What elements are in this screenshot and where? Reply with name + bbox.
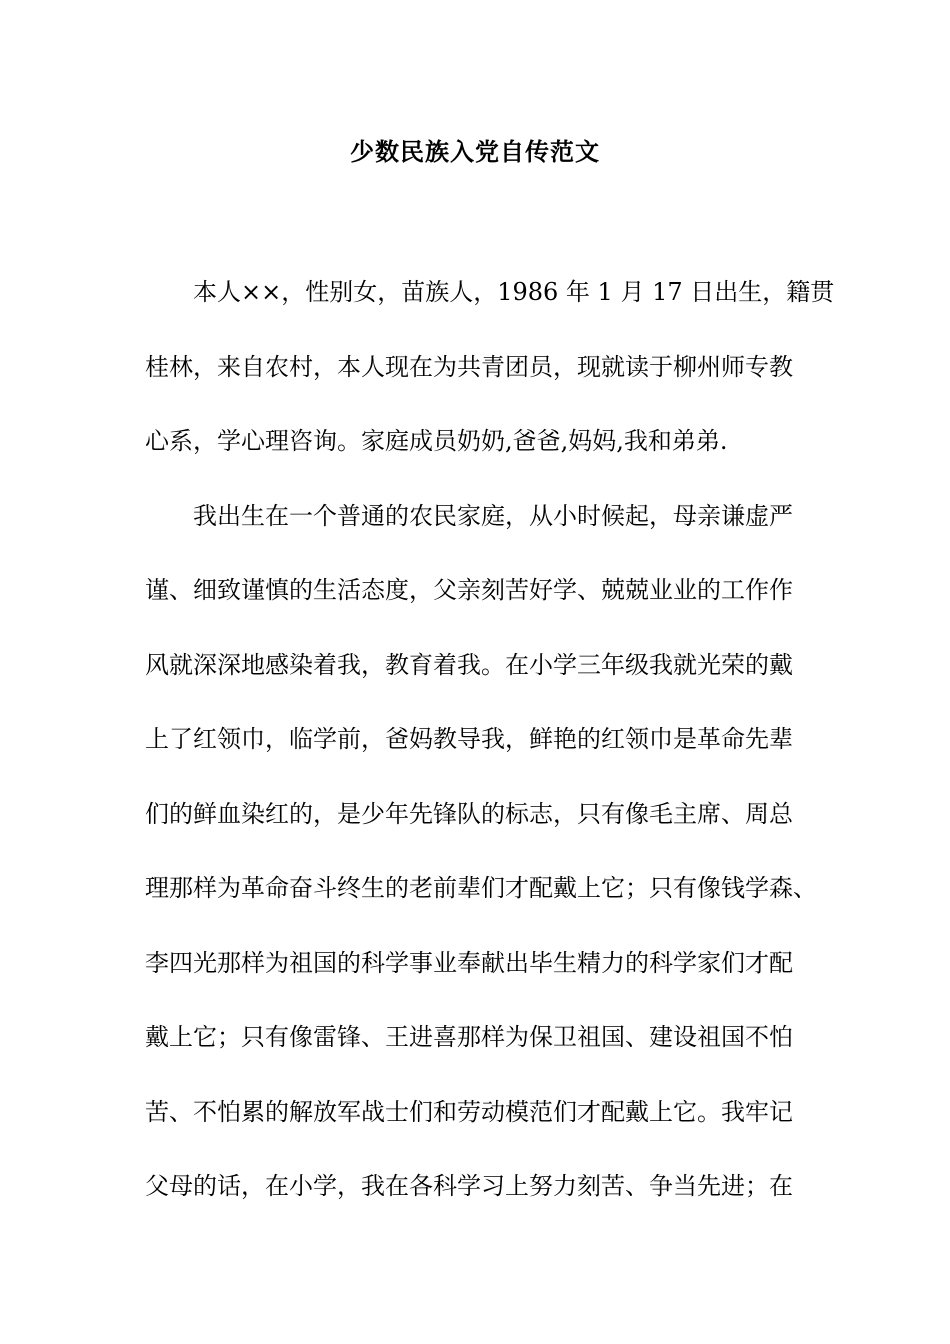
paragraph-line: 上了红领巾，临学前，爸妈教导我，鲜艳的红领巾是革命先辈 bbox=[145, 725, 793, 753]
document-title: 少数民族入党自传范文 bbox=[350, 137, 600, 166]
paragraph-line: 李四光那样为祖国的科学事业奉献出毕生精力的科学家们才配 bbox=[145, 948, 793, 977]
paragraph-line: 们的鲜血染红的，是少年先锋队的标志，只有像毛主席、周总 bbox=[145, 799, 793, 828]
paragraph-line: 桂林，来自农村，本人现在为共青团员，现就读于柳州师专教 bbox=[145, 352, 793, 381]
paragraph-line: 戴上它；只有像雷锋、王进喜那样为保卫祖国、建设祖国不怕 bbox=[145, 1023, 793, 1051]
paragraph-line: 心系，学心理咨询。家庭成员奶奶,爸爸,妈妈,我和弟弟. bbox=[145, 427, 728, 455]
paragraph-line: 我出生在一个普通的农民家庭，从小时候起，母亲谦虚严 bbox=[193, 501, 793, 530]
paragraph-line: 谨、细致谨慎的生活态度，父亲刻苦好学、兢兢业业的工作作 bbox=[145, 576, 793, 604]
paragraph-line: 理那样为革命奋斗终生的老前辈们才配戴上它；只有像钱学森、 bbox=[145, 874, 817, 902]
paragraph-line: 本人××，性别女，苗族人，1986 年 1 月 17 日出生，籍贯 bbox=[193, 278, 835, 306]
paragraph-line: 风就深深地感染着我，教育着我。在小学三年级我就光荣的戴 bbox=[145, 650, 793, 679]
paragraph-line: 苦、不怕累的解放军战士们和劳动模范们才配戴上它。我牢记 bbox=[145, 1097, 793, 1126]
document-body bbox=[145, 255, 835, 1224]
paragraph-line: 父母的话，在小学，我在各科学习上努力刻苦、争当先进；在 bbox=[145, 1172, 793, 1200]
